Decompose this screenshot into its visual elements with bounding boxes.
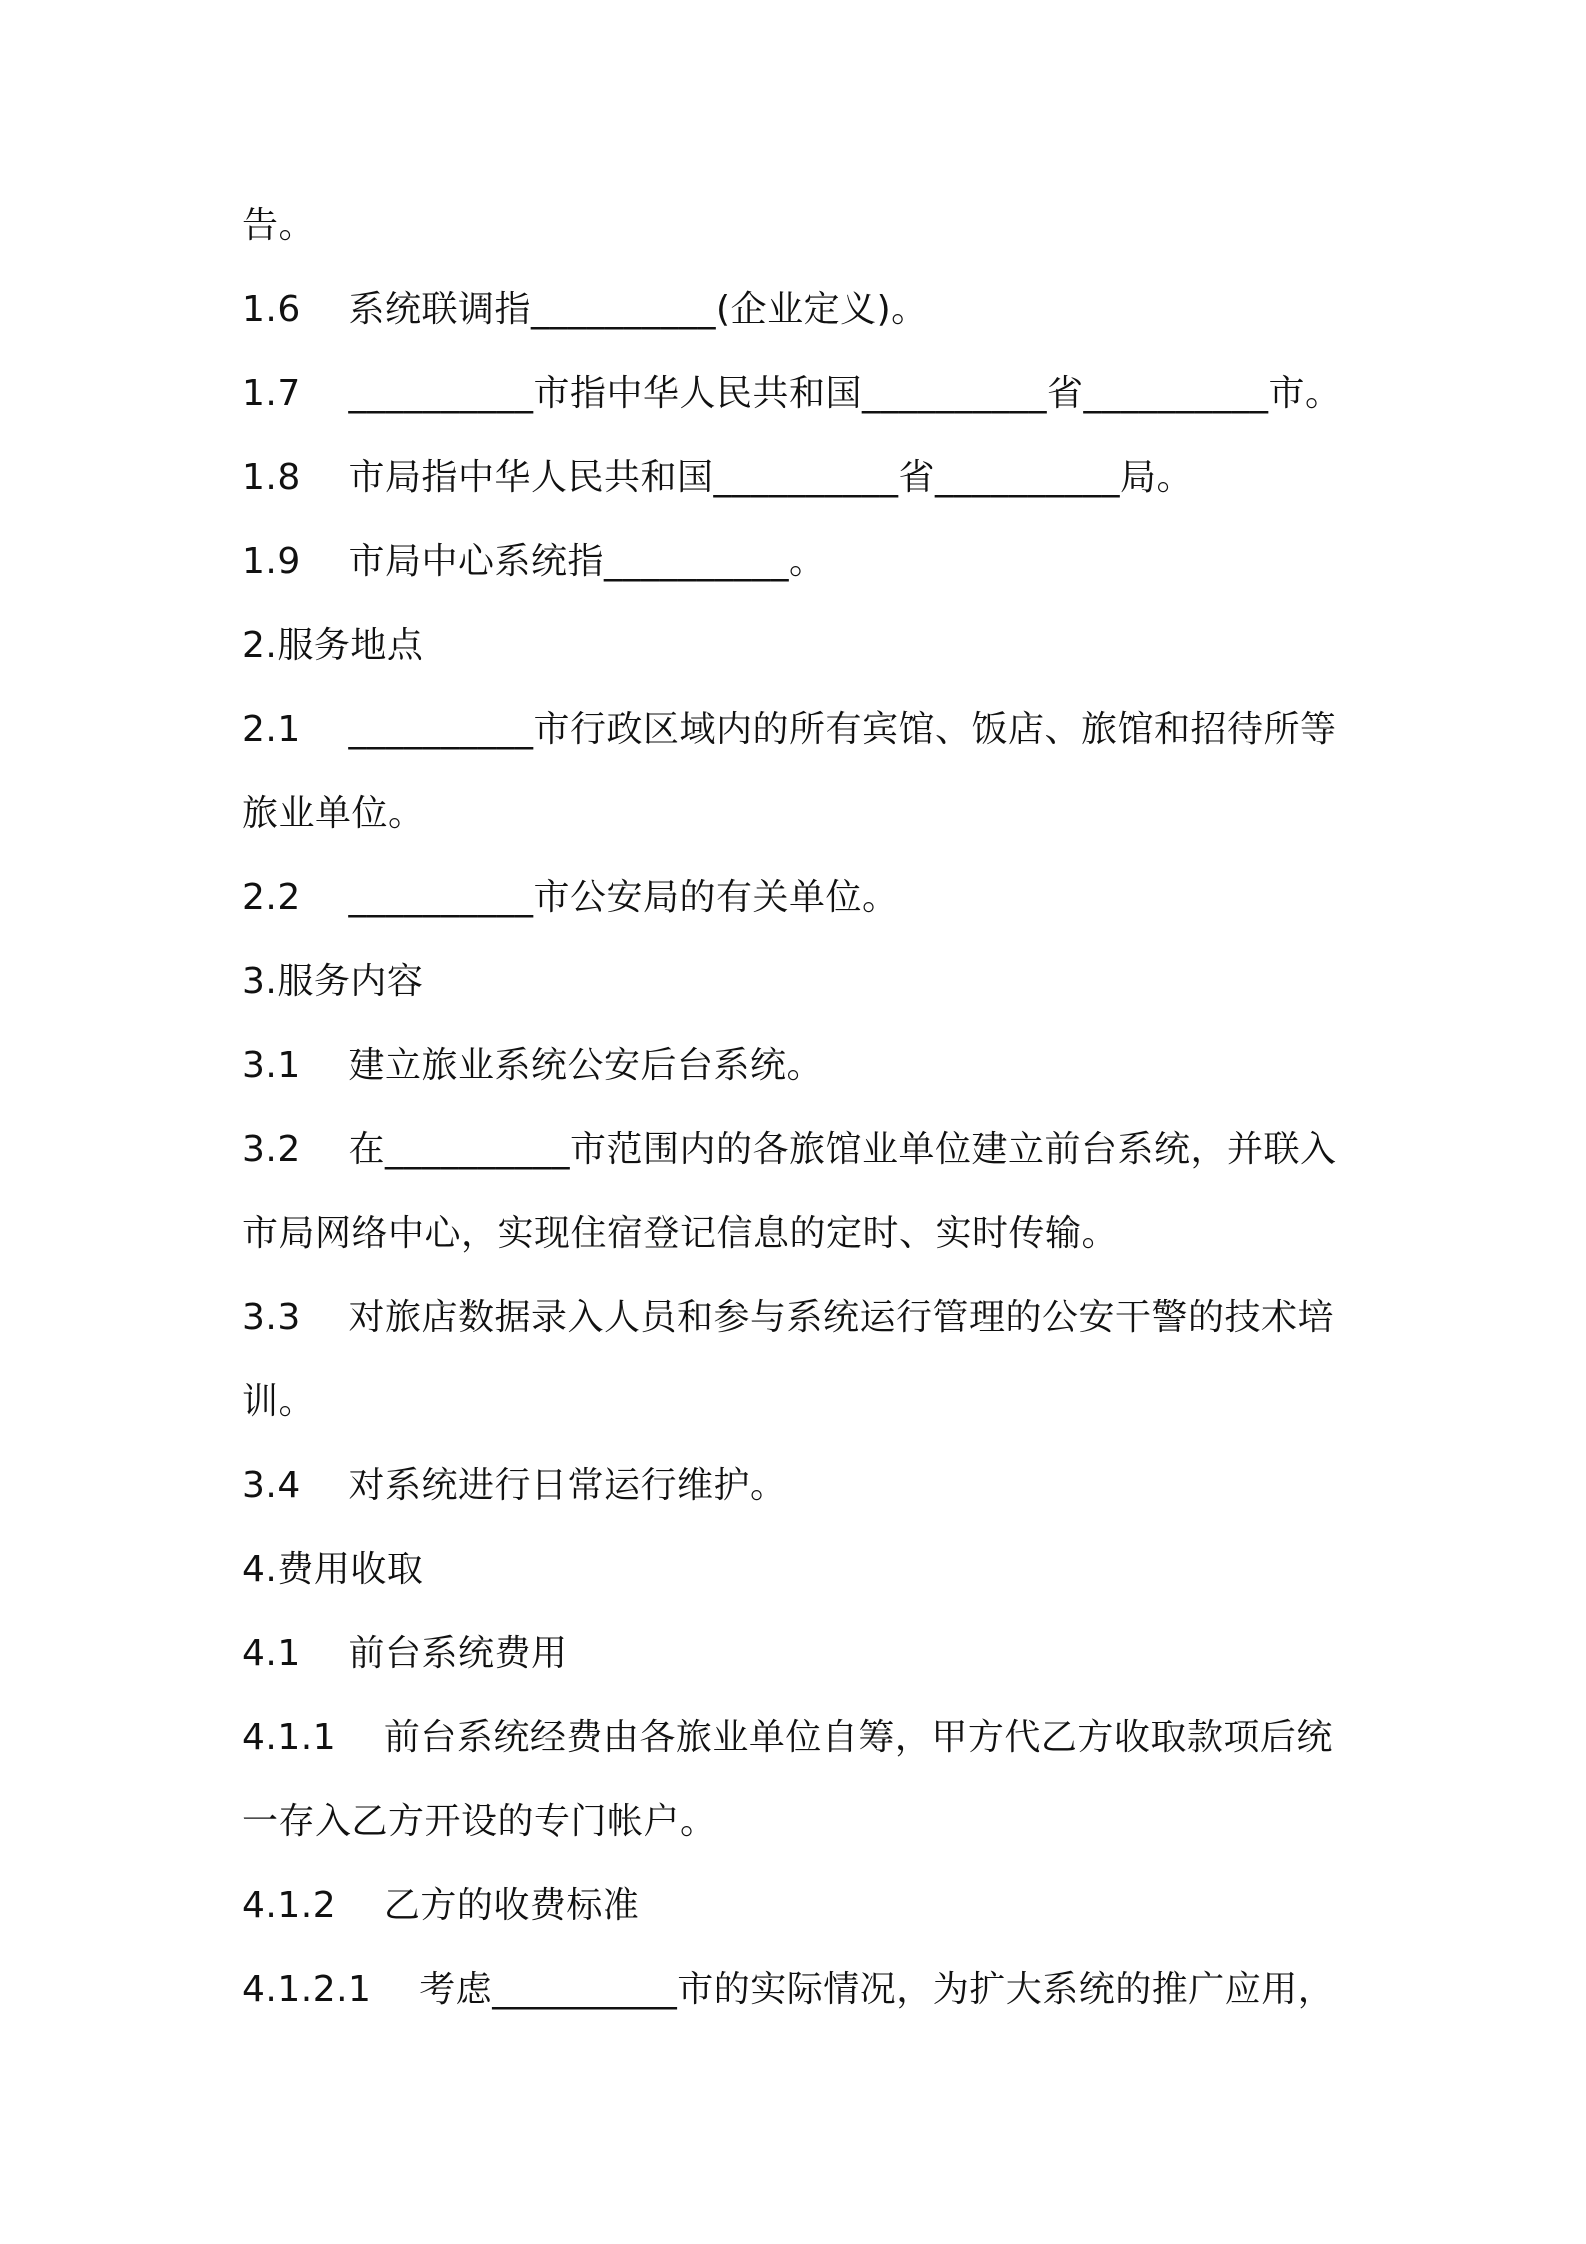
clause-1-9: 1.9 市局中心系统指__________。 bbox=[242, 541, 826, 582]
clause-1-7: 1.7 __________市指中华人民共和国__________省__________市。 bbox=[242, 373, 1342, 414]
clause-1-6: 1.6 系统联调指__________(企业定义)。 bbox=[242, 289, 928, 330]
text-line: 告。 bbox=[242, 205, 316, 246]
clause-4-1-2: 4.1.2 乙方的收费标准 bbox=[242, 1885, 640, 1926]
clause-4-1-1: 4.1.1 前台系统经费由各旅业单位自筹，甲方代乙方收取款项后统 bbox=[242, 1717, 1333, 1758]
clause-4-1-1-continued: 一存入乙方开设的专门帐户。 bbox=[242, 1801, 717, 1842]
clause-3-4: 3.4 对系统进行日常运行维护。 bbox=[242, 1465, 787, 1506]
clause-3-2: 3.2 在__________市范围内的各旅馆业单位建立前台系统，并联入 bbox=[242, 1129, 1337, 1170]
section-3-heading: 3.服务内容 bbox=[242, 961, 424, 1002]
clause-3-3: 3.3 对旅店数据录入人员和参与系统运行管理的公安干警的技术培 bbox=[242, 1297, 1335, 1338]
section-4-heading: 4.费用收取 bbox=[242, 1549, 424, 1590]
clause-4-1-2-1: 4.1.2.1 考虑__________市的实际情况，为扩大系统的推广应用， bbox=[242, 1969, 1335, 2010]
clause-2-2: 2.2 __________市公安局的有关单位。 bbox=[242, 877, 899, 918]
clause-3-3-continued: 训。 bbox=[242, 1381, 316, 1422]
clause-2-1: 2.1 __________市行政区域内的所有宾馆、饭店、旅馆和招待所等 bbox=[242, 709, 1337, 750]
clause-3-1: 3.1 建立旅业系统公安后台系统。 bbox=[242, 1045, 824, 1086]
clause-1-8: 1.8 市局指中华人民共和国__________省__________局。 bbox=[242, 457, 1194, 498]
section-2-heading: 2.服务地点 bbox=[242, 625, 424, 666]
clause-2-1-continued: 旅业单位。 bbox=[242, 793, 425, 834]
clause-3-2-continued: 市局网络中心，实现住宿登记信息的定时、实时传输。 bbox=[242, 1213, 1119, 1254]
clause-4-1: 4.1 前台系统费用 bbox=[242, 1633, 568, 1674]
